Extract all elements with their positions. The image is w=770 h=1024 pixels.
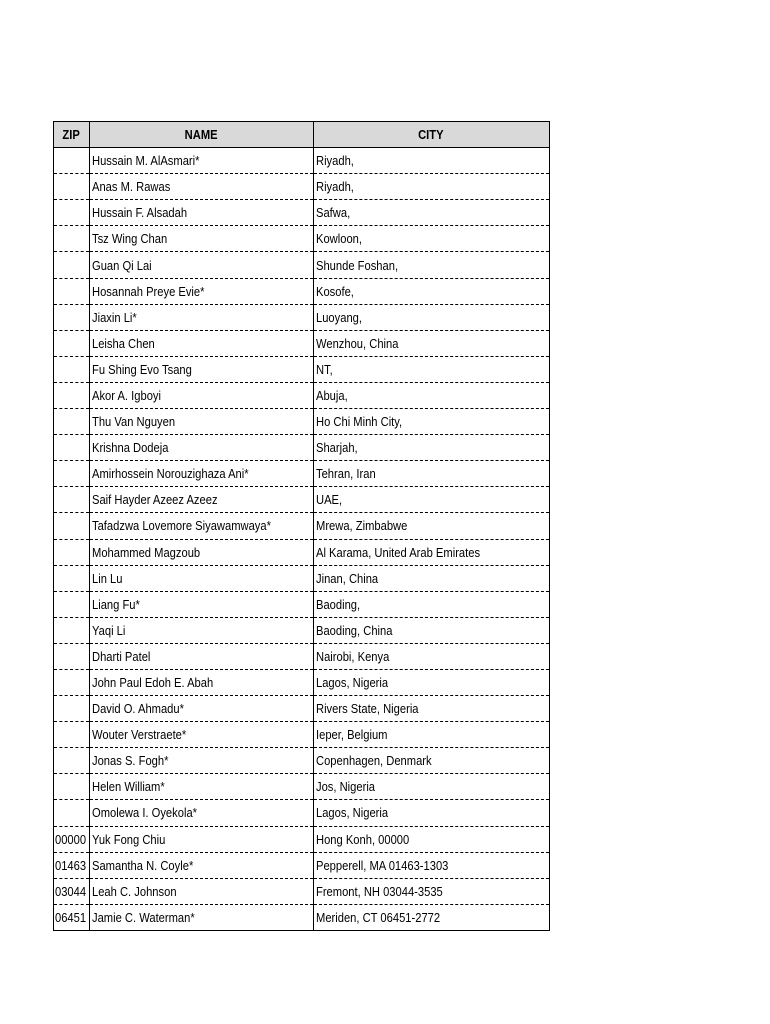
city-cell <box>313 669 550 695</box>
city-cell <box>313 174 550 200</box>
table-row <box>54 330 550 356</box>
city-cell-text: Nairobi, Kenya <box>315 648 389 664</box>
table-row <box>54 148 550 174</box>
name-cell <box>90 696 313 722</box>
zip-cell <box>54 904 90 930</box>
table-row <box>54 748 550 774</box>
name-cell-text: Dharti Patel <box>92 648 151 664</box>
name-cell <box>90 200 313 226</box>
table-row <box>54 487 550 513</box>
city-column-header <box>313 122 550 148</box>
name-cell-text: Thu Van Nguyen <box>92 414 176 430</box>
city-cell <box>313 148 550 174</box>
table-row <box>54 774 550 800</box>
city-cell <box>313 382 550 408</box>
city-cell <box>313 617 550 643</box>
city-cell <box>313 487 550 513</box>
name-column-header <box>90 122 313 148</box>
name-cell <box>90 174 313 200</box>
table-row <box>54 174 550 200</box>
zip-cell <box>54 487 90 513</box>
city-cell-text: Lagos, Nigeria <box>315 675 388 691</box>
city-cell-text: Kosofe, <box>315 283 354 299</box>
city-cell <box>313 696 550 722</box>
city-cell <box>313 643 550 669</box>
name-cell-text: David O. Ahmadu* <box>92 701 185 717</box>
zip-cell <box>54 409 90 435</box>
zip-cell <box>54 252 90 278</box>
zip-header-label: ZIP <box>62 127 81 143</box>
name-cell-text: Saif Hayder Azeez Azeez <box>92 492 218 508</box>
city-cell-text: Riyadh, <box>315 153 354 169</box>
zip-cell <box>54 669 90 695</box>
city-cell <box>313 513 550 539</box>
name-cell <box>90 565 313 591</box>
name-cell-text: Yuk Fong Chiu <box>92 831 166 847</box>
zip-cell <box>54 330 90 356</box>
name-cell <box>90 435 313 461</box>
city-cell-text: UAE, <box>315 492 342 508</box>
table-row <box>54 513 550 539</box>
name-cell <box>90 591 313 617</box>
name-cell-text: Yaqi Li <box>92 622 126 638</box>
table-row <box>54 565 550 591</box>
city-cell <box>313 748 550 774</box>
name-cell-text: Jamie C. Waterman* <box>92 909 195 925</box>
city-cell <box>313 591 550 617</box>
city-cell-text: Shunde Foshan, <box>315 257 398 273</box>
table-row <box>54 356 550 382</box>
zip-cell <box>54 852 90 878</box>
zip-cell <box>54 800 90 826</box>
city-cell-text: Kowloon, <box>315 231 362 247</box>
city-cell <box>313 826 550 852</box>
zip-cell <box>54 591 90 617</box>
name-cell <box>90 748 313 774</box>
name-cell <box>90 878 313 904</box>
table-row <box>54 669 550 695</box>
table-row <box>54 722 550 748</box>
header-row <box>54 122 550 148</box>
name-cell <box>90 669 313 695</box>
name-cell <box>90 226 313 252</box>
city-header-label: CITY <box>418 127 444 143</box>
table-row <box>54 826 550 852</box>
name-cell <box>90 409 313 435</box>
city-cell-text: Hong Konh, 00000 <box>315 831 409 847</box>
city-cell <box>313 304 550 330</box>
name-cell <box>90 513 313 539</box>
table-header <box>54 122 550 148</box>
zip-cell <box>54 539 90 565</box>
city-cell <box>313 565 550 591</box>
city-cell <box>313 252 550 278</box>
name-cell <box>90 356 313 382</box>
city-cell-text: Copenhagen, Denmark <box>315 753 432 769</box>
name-cell-text: Wouter Verstraete* <box>92 727 187 743</box>
city-cell-text: Luoyang, <box>315 309 362 325</box>
city-cell <box>313 461 550 487</box>
city-cell-text: Wenzhou, China <box>315 335 398 351</box>
name-cell <box>90 252 313 278</box>
name-cell <box>90 382 313 408</box>
zip-cell <box>54 226 90 252</box>
city-cell-text: Tehran, Iran <box>315 466 376 482</box>
table-row <box>54 226 550 252</box>
zip-cell-text: 00000 <box>55 831 87 847</box>
city-cell-text: Al Karama, United Arab Emirates <box>315 544 480 560</box>
city-cell-text: Meriden, CT 06451-2772 <box>315 909 440 925</box>
zip-cell-text: 06451 <box>55 909 87 925</box>
zip-cell <box>54 278 90 304</box>
city-cell <box>313 878 550 904</box>
table-row <box>54 304 550 330</box>
city-cell-text: Pepperell, MA 01463-1303 <box>315 857 448 873</box>
city-cell <box>313 800 550 826</box>
zip-cell <box>54 565 90 591</box>
name-cell-text: Hussain F. Alsadah <box>92 205 188 221</box>
table-row <box>54 461 550 487</box>
city-cell <box>313 435 550 461</box>
name-cell-text: Anas M. Rawas <box>92 179 171 195</box>
table-row <box>54 409 550 435</box>
name-cell-text: John Paul Edoh E. Abah <box>92 675 214 691</box>
name-cell <box>90 487 313 513</box>
zip-cell <box>54 304 90 330</box>
zip-cell <box>54 748 90 774</box>
name-cell <box>90 304 313 330</box>
name-cell <box>90 643 313 669</box>
table-row <box>54 591 550 617</box>
table-body <box>54 148 550 931</box>
zip-cell <box>54 722 90 748</box>
name-cell <box>90 278 313 304</box>
name-cell <box>90 774 313 800</box>
zip-cell <box>54 696 90 722</box>
city-cell <box>313 200 550 226</box>
city-cell-text: Safwa, <box>315 205 350 221</box>
table-row <box>54 539 550 565</box>
city-cell-text: Sharjah, <box>315 440 358 456</box>
table-row <box>54 617 550 643</box>
name-cell-text: Amirhossein Norouzighaza Ani* <box>92 466 249 482</box>
table-row <box>54 643 550 669</box>
zip-cell-text: 01463 <box>55 857 87 873</box>
zip-cell <box>54 643 90 669</box>
name-cell-text: Liang Fu* <box>92 596 140 612</box>
table-row <box>54 852 550 878</box>
zip-cell <box>54 174 90 200</box>
table-row <box>54 252 550 278</box>
table-row <box>54 800 550 826</box>
city-cell-text: Mrewa, Zimbabwe <box>315 518 407 534</box>
table-row <box>54 696 550 722</box>
name-cell <box>90 539 313 565</box>
table-row <box>54 878 550 904</box>
city-cell <box>313 539 550 565</box>
zip-cell <box>54 435 90 461</box>
zip-cell-text: 03044 <box>55 883 87 899</box>
name-cell-text: Mohammed Magzoub <box>92 544 201 560</box>
name-cell-text: Hosannah Preye Evie* <box>92 283 205 299</box>
city-cell <box>313 774 550 800</box>
name-cell <box>90 852 313 878</box>
zip-cell <box>54 200 90 226</box>
table-row <box>54 278 550 304</box>
name-cell-text: Omolewa I. Oyekola* <box>92 805 198 821</box>
name-cell-text: Samantha N. Coyle* <box>92 857 194 873</box>
zip-cell <box>54 617 90 643</box>
zip-cell <box>54 878 90 904</box>
table-row <box>54 382 550 408</box>
name-cell <box>90 148 313 174</box>
city-cell <box>313 409 550 435</box>
city-cell-text: Baoding, China <box>315 622 392 638</box>
city-cell-text: Jos, Nigeria <box>315 779 375 795</box>
city-cell-text: Baoding, <box>315 596 360 612</box>
name-cell <box>90 722 313 748</box>
name-cell <box>90 904 313 930</box>
name-cell-text: Helen William* <box>92 779 165 795</box>
zip-cell <box>54 382 90 408</box>
name-cell-text: Akor A. Igboyi <box>92 387 162 403</box>
name-cell <box>90 461 313 487</box>
zip-cell <box>54 356 90 382</box>
city-cell <box>313 904 550 930</box>
city-cell-text: Abuja, <box>315 387 348 403</box>
name-cell <box>90 826 313 852</box>
city-cell-text: Jinan, China <box>315 570 378 586</box>
city-cell-text: NT, <box>315 361 333 377</box>
city-cell <box>313 852 550 878</box>
name-cell-text: Krishna Dodeja <box>92 440 169 456</box>
name-cell-text: Leisha Chen <box>92 335 155 351</box>
name-header-label: NAME <box>184 127 218 143</box>
table-row <box>54 904 550 930</box>
name-cell-text: Jonas S. Fogh* <box>92 753 169 769</box>
name-cell <box>90 617 313 643</box>
zip-cell <box>54 774 90 800</box>
table-row <box>54 435 550 461</box>
name-cell-text: Fu Shing Evo Tsang <box>92 361 192 377</box>
name-cell-text: Guan Qi Lai <box>92 257 152 273</box>
city-cell <box>313 356 550 382</box>
zip-cell <box>54 513 90 539</box>
city-cell-text: Rivers State, Nigeria <box>315 701 419 717</box>
name-cell-text: Jiaxin Li* <box>92 309 137 325</box>
name-cell-text: Tsz Wing Chan <box>92 231 168 247</box>
zip-column-header <box>54 122 90 148</box>
city-cell-text: Fremont, NH 03044-3535 <box>315 883 443 899</box>
city-cell-text: Ieper, Belgium <box>315 727 387 743</box>
roster-table <box>53 121 550 931</box>
name-cell-text: Hussain M. AlAsmari* <box>92 153 200 169</box>
table-row <box>54 200 550 226</box>
zip-cell <box>54 461 90 487</box>
city-cell <box>313 278 550 304</box>
name-cell <box>90 800 313 826</box>
name-cell-text: Leah C. Johnson <box>92 883 177 899</box>
name-cell-text: Lin Lu <box>92 570 123 586</box>
city-cell-text: Riyadh, <box>315 179 354 195</box>
city-cell-text: Ho Chi Minh City, <box>315 414 402 430</box>
city-cell <box>313 330 550 356</box>
city-cell-text: Lagos, Nigeria <box>315 805 388 821</box>
name-cell-text: Tafadzwa Lovemore Siyawamwaya* <box>92 518 272 534</box>
zip-cell <box>54 826 90 852</box>
zip-cell <box>54 148 90 174</box>
city-cell <box>313 722 550 748</box>
city-cell <box>313 226 550 252</box>
name-cell <box>90 330 313 356</box>
